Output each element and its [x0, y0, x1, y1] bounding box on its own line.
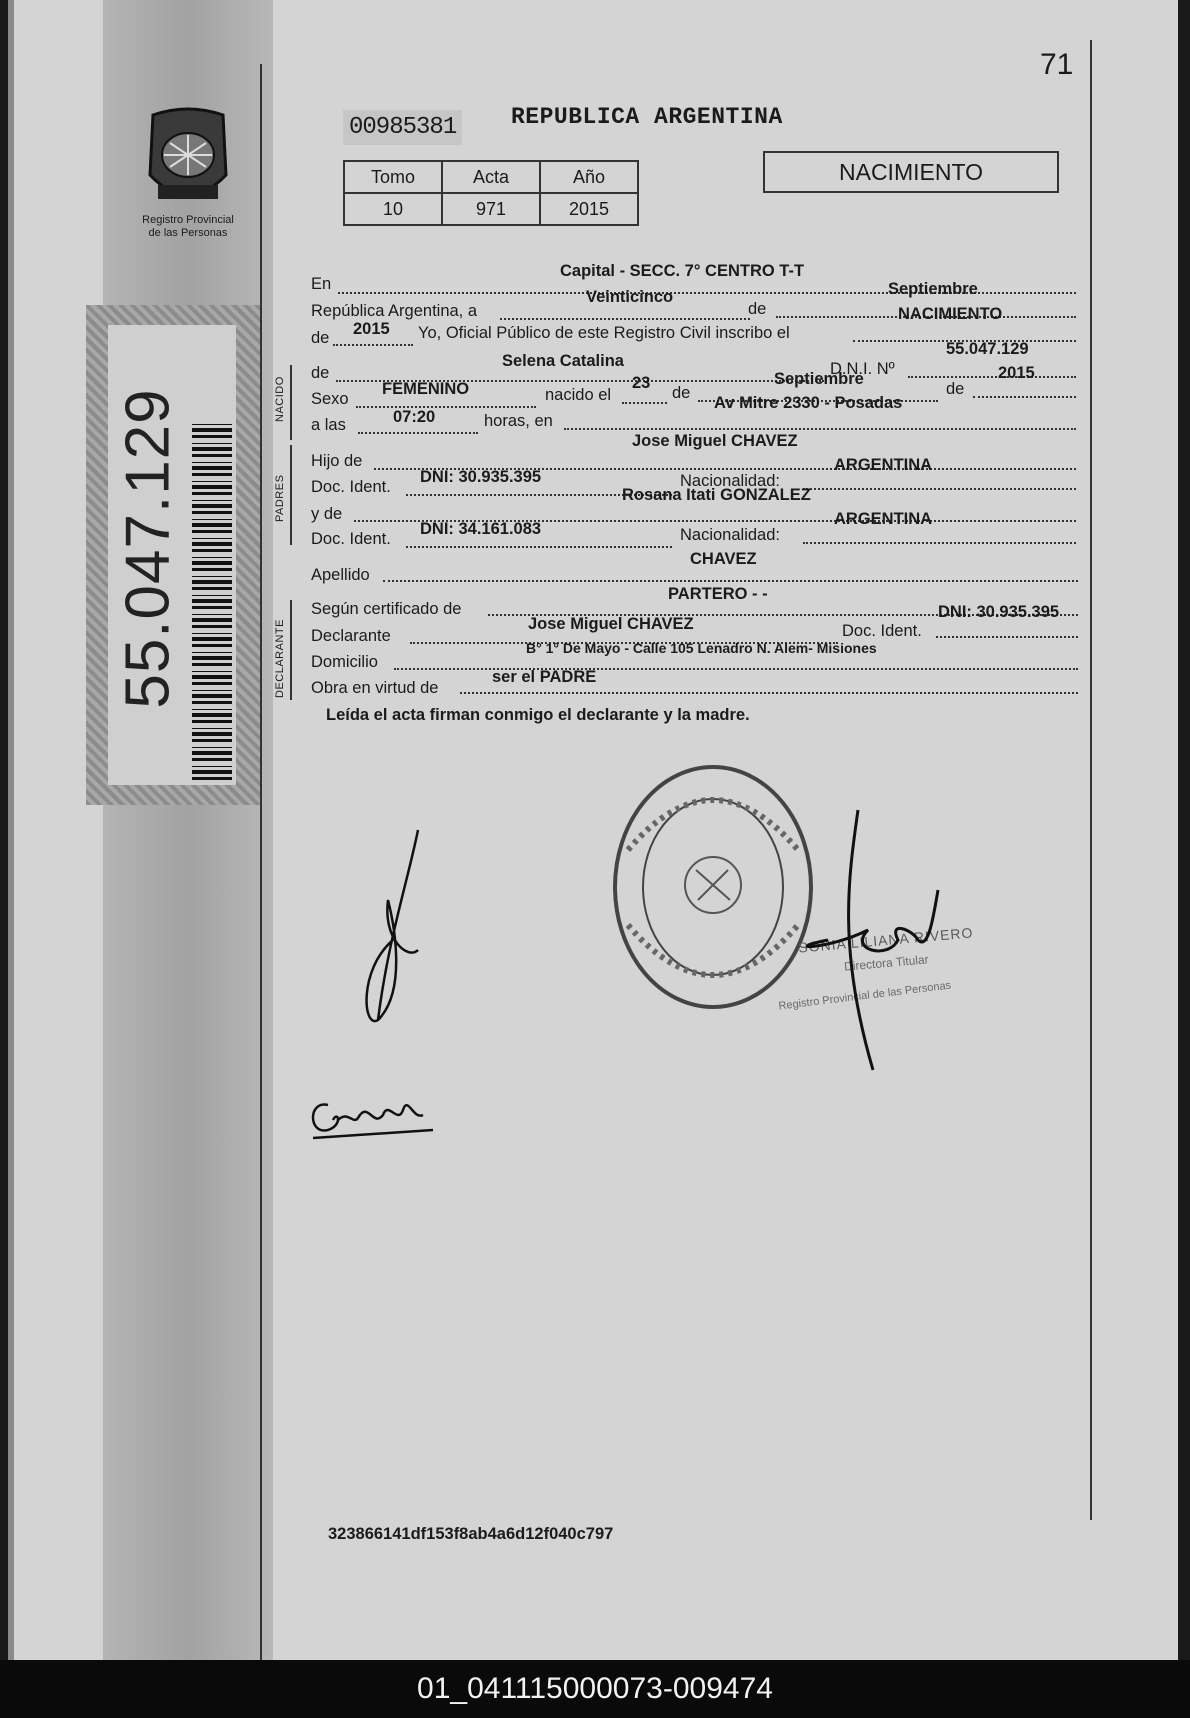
registry-header-anio: Año: [540, 161, 638, 193]
field-madre: Rosana Itati GONZALEZ: [622, 486, 811, 504]
registry-logo-caption: Registro Provincial de las Personas: [142, 214, 234, 239]
dotted-line: [356, 406, 536, 408]
dotted-line: [803, 542, 1076, 544]
label-yo: Yo, Oficial Público de este Registro Civil inscribo el: [418, 324, 790, 342]
label-y-de: y de: [311, 505, 343, 523]
left-rule: [260, 64, 262, 1660]
dotted-line: [973, 396, 1076, 398]
label-de: de: [311, 329, 330, 347]
field-sexo: FEMENINO: [382, 380, 470, 398]
field-dni: 55.047.129: [946, 340, 1029, 358]
label-domicilio: Domicilio: [311, 653, 378, 671]
field-padre-nac: ARGENTINA: [834, 456, 933, 474]
official-seal-icon: [608, 760, 818, 1015]
dotted-line: [383, 580, 1078, 582]
registry-header-tomo: Tomo: [344, 161, 442, 193]
declarante-bracket: [290, 600, 292, 700]
dotted-line: [936, 636, 1078, 638]
nacido-bracket: [290, 365, 292, 440]
label-segun: Según certificado de: [311, 600, 462, 618]
label-hijo-de: Hijo de: [311, 452, 363, 470]
document-country-title: REPUBLICA ARGENTINA: [511, 104, 783, 130]
dotted-line: [803, 488, 1076, 490]
official-stamp-title: Directora Titular: [843, 952, 930, 974]
registry-value-acta: 971: [442, 193, 540, 225]
dni-barcode-label: [86, 305, 261, 805]
dni-number-large: 55.047.129: [113, 388, 183, 709]
label-de-mes: de: [672, 384, 691, 402]
page-number: 71: [1040, 48, 1074, 81]
label-en: En: [311, 275, 332, 293]
field-nombre: Selena Catalina: [502, 352, 624, 370]
mother-signature: [308, 1080, 438, 1140]
official-stamp-office: Registro Provincial de las Personas: [777, 979, 952, 1013]
field-nac-dia: 23: [632, 374, 651, 392]
document-hash: 323866141df153f8ab4a6d12f040c797: [328, 1525, 614, 1543]
act-type-box: NACIMIENTO: [763, 151, 1059, 193]
field-mes: Septiembre: [888, 280, 978, 298]
page-edge: [8, 0, 14, 1660]
label-apellido: Apellido: [311, 566, 370, 584]
field-lugar-nac: Av Mitre 2330 - Posadas: [714, 394, 903, 412]
dotted-line: [460, 692, 1078, 694]
right-rule: [1090, 40, 1092, 1520]
serial-number: 00985381: [343, 110, 462, 145]
official-stamp-name: SONIA LILIANA RIVERO: [797, 924, 974, 956]
registry-value-tomo: 10: [344, 193, 442, 225]
officer-signature: [788, 800, 948, 1080]
field-hora: 07:20: [393, 408, 436, 426]
dotted-line: [622, 402, 667, 404]
provincial-crest-icon: [138, 105, 238, 215]
dotted-line: [564, 428, 1076, 430]
dotted-line: [358, 432, 478, 434]
document-page: [8, 0, 1178, 1660]
label-obra: Obra en virtud de: [311, 679, 439, 697]
field-padre: Jose Miguel CHAVEZ: [632, 432, 798, 450]
closing-statement: Leída el acta firman conmigo el declarante y la madre.: [326, 706, 750, 724]
declarant-signature: [348, 820, 438, 1040]
label-horas-en: horas, en: [484, 412, 553, 430]
field-declarante: Jose Miguel CHAVEZ: [528, 615, 694, 633]
field-dia: Veinticinco: [586, 288, 674, 306]
registry-header-acta: Acta: [442, 161, 540, 193]
field-domicilio: B° 1° De Mayo - Calle 105 Lenadro N. Alem- Misiones: [526, 640, 877, 656]
label-declarante: Declarante: [311, 627, 391, 645]
label-nacido-el: nacido el: [545, 386, 612, 404]
registry-table: [343, 160, 639, 226]
label-doc-ident-3: Doc. Ident.: [842, 622, 922, 640]
padres-bracket: [290, 445, 292, 545]
label-republica: República Argentina, a: [311, 302, 478, 320]
label-dni: D.N.I. Nº: [830, 360, 895, 378]
label-doc-ident: Doc. Ident.: [311, 478, 391, 496]
label-de-nombre: de: [311, 364, 330, 382]
section-label-padres: PADRES: [274, 474, 286, 522]
field-obra: ser el PADRE: [492, 668, 597, 686]
field-lugar: Capital - SECC. 7° CENTRO T-T: [560, 262, 805, 280]
scan-footer-id: 01_041115000073-009474: [0, 1660, 1190, 1718]
dotted-line: [333, 344, 413, 346]
label-doc-ident-2: Doc. Ident.: [311, 530, 391, 548]
field-madre-nac: ARGENTINA: [834, 510, 933, 528]
label-de-anio: de: [946, 380, 965, 398]
section-label-nacido: NACIDO: [274, 376, 286, 422]
dotted-line: [908, 376, 1076, 378]
field-certificado: PARTERO - -: [668, 585, 768, 603]
left-margin-strip: [103, 0, 273, 1660]
dotted-line: [500, 318, 750, 320]
field-anio: 2015: [353, 320, 390, 338]
field-tipo: NACIMIENTO: [898, 305, 1003, 323]
label-a-las: a las: [311, 416, 346, 434]
field-nac-anio: 2015: [998, 364, 1035, 382]
label-sexo: Sexo: [311, 390, 349, 408]
field-apellido: CHAVEZ: [690, 550, 757, 568]
barcode: [192, 420, 232, 780]
registry-value-anio: 2015: [540, 193, 638, 225]
field-nac-mes: Septiembre: [774, 370, 864, 388]
dotted-line: [406, 546, 672, 548]
field-declarante-dni: DNI: 30.935.395: [938, 603, 1060, 621]
field-padre-dni: DNI: 30.935.395: [420, 468, 542, 486]
field-madre-dni: DNI: 34.161.083: [420, 520, 542, 538]
label-nacionalidad: Nacionalidad:: [680, 472, 780, 490]
label-nacionalidad-2: Nacionalidad:: [680, 526, 780, 544]
section-label-declarante: DECLARANTE: [274, 619, 286, 698]
label-de-month: de: [748, 300, 767, 318]
